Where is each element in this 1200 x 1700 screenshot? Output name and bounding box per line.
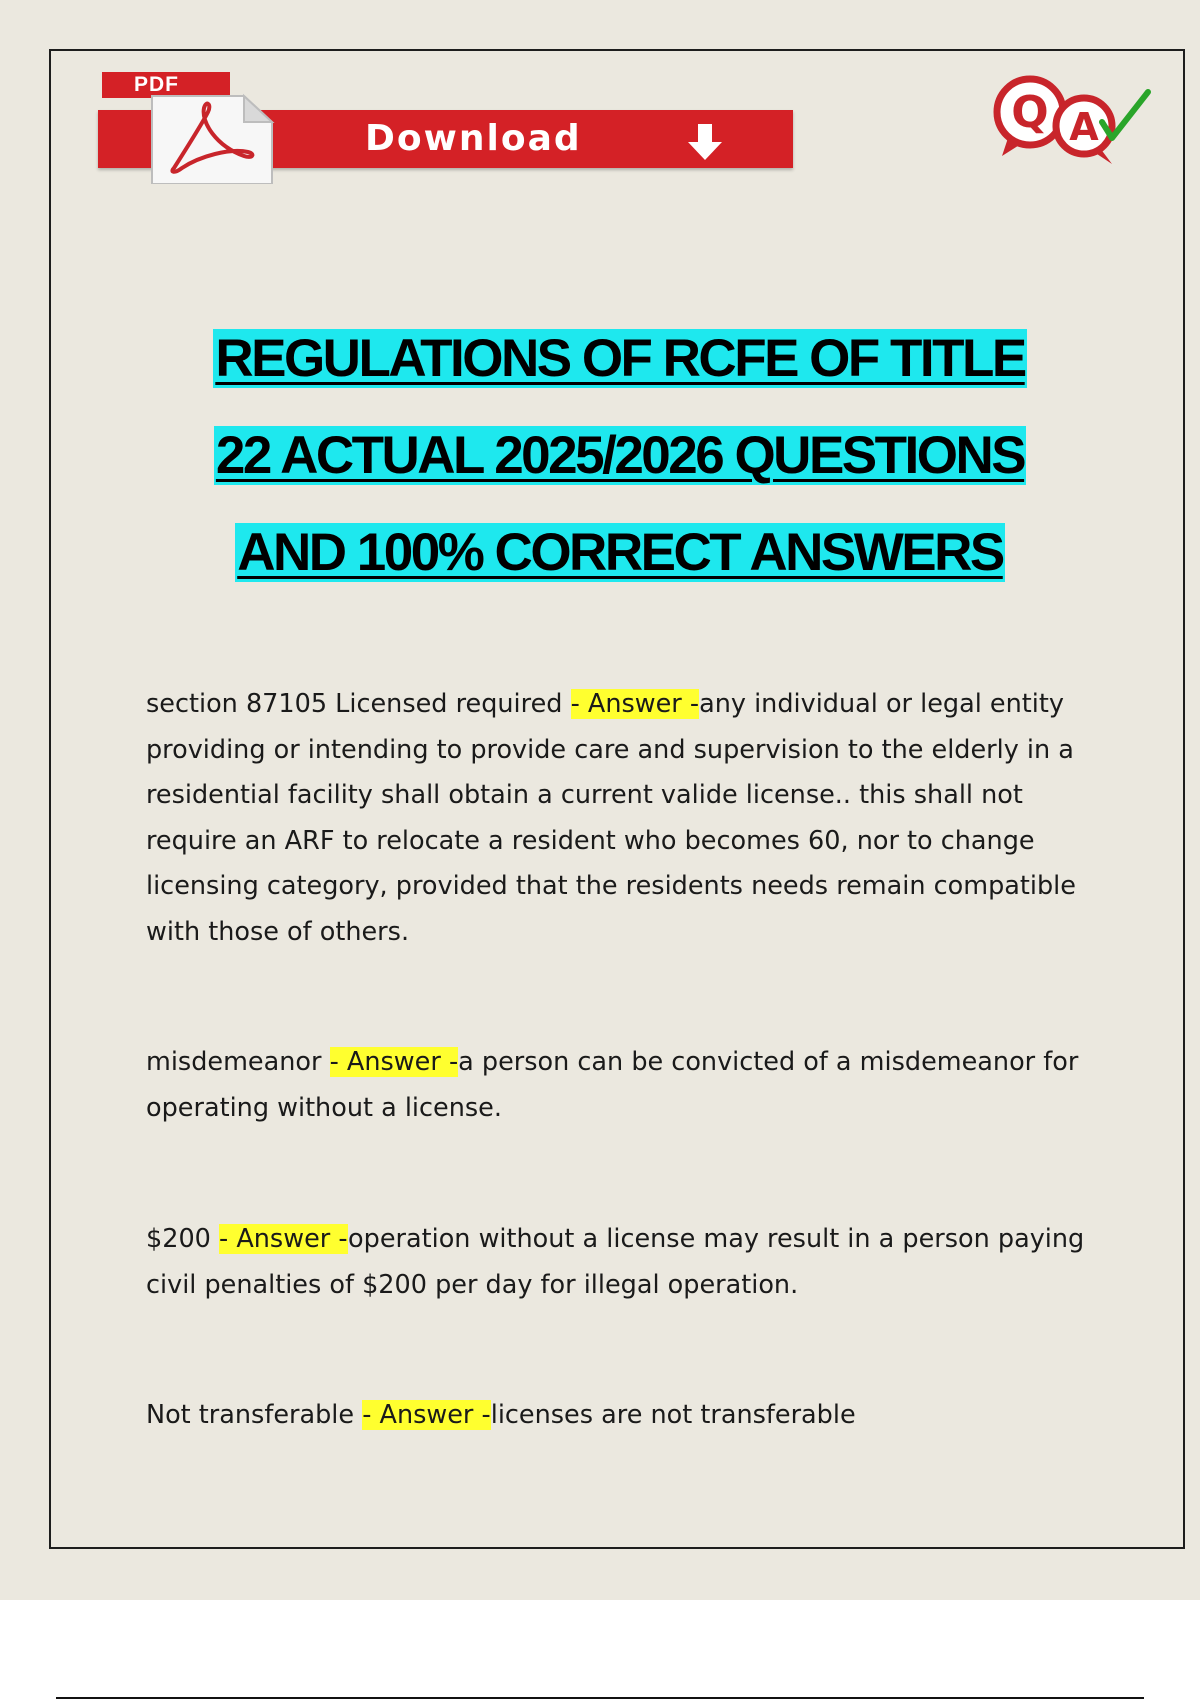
download-label: Download bbox=[365, 118, 582, 159]
entry-question: Not transferable bbox=[146, 1400, 355, 1430]
answer-marker: - Answer - bbox=[219, 1224, 349, 1254]
document-title bbox=[60, 310, 1180, 601]
entry-question: misdemeanor bbox=[146, 1047, 322, 1077]
title-line-2: 22 ACTUAL 2025/2026 QUESTIONS bbox=[215, 426, 1025, 485]
answer-marker: - Answer - bbox=[362, 1400, 491, 1430]
qa-entry-3 bbox=[146, 1217, 1096, 1308]
answer-marker: - Answer - bbox=[329, 1047, 459, 1077]
answer-marker: - Answer - bbox=[570, 689, 700, 719]
pdf-download-banner[interactable] bbox=[98, 72, 798, 172]
qa-logo-icon bbox=[988, 70, 1158, 170]
qa-entry-2 bbox=[146, 1040, 1096, 1131]
qa-entry-4 bbox=[146, 1393, 1096, 1439]
entry-answer: licenses are not transferable bbox=[490, 1400, 856, 1430]
pdf-document-icon bbox=[144, 76, 284, 184]
download-arrow-icon bbox=[685, 122, 725, 162]
entry-answer: any individual or legal entity providing or intending to provide care and supervision to the elderly in a residential facility shall obtain a current valide license.. this shall not require an ARF to relocate a resident who becomes 60, nor to change licensing category, provided that the residents needs remain compatible with those of others. bbox=[146, 689, 1076, 947]
footer-divider bbox=[56, 1697, 1144, 1699]
title-line-1: REGULATIONS OF RCFE OF TITLE bbox=[215, 329, 1025, 388]
logo-a: A bbox=[1069, 105, 1099, 149]
entry-answer: operation without a license may result in a person paying civil penalties of $200 per day for illegal operation. bbox=[146, 1224, 1085, 1300]
title-line-3: AND 100% CORRECT ANSWERS bbox=[237, 523, 1003, 582]
pdf-label: PDF bbox=[102, 72, 230, 98]
entry-answer: a person can be convicted of a misdemeanor for operating without a license. bbox=[146, 1047, 1079, 1123]
qa-entry-1 bbox=[146, 682, 1096, 955]
entry-question: section 87105 Licensed required bbox=[146, 689, 563, 719]
logo-q: Q bbox=[1011, 87, 1049, 138]
entry-question: $200 bbox=[146, 1224, 211, 1254]
